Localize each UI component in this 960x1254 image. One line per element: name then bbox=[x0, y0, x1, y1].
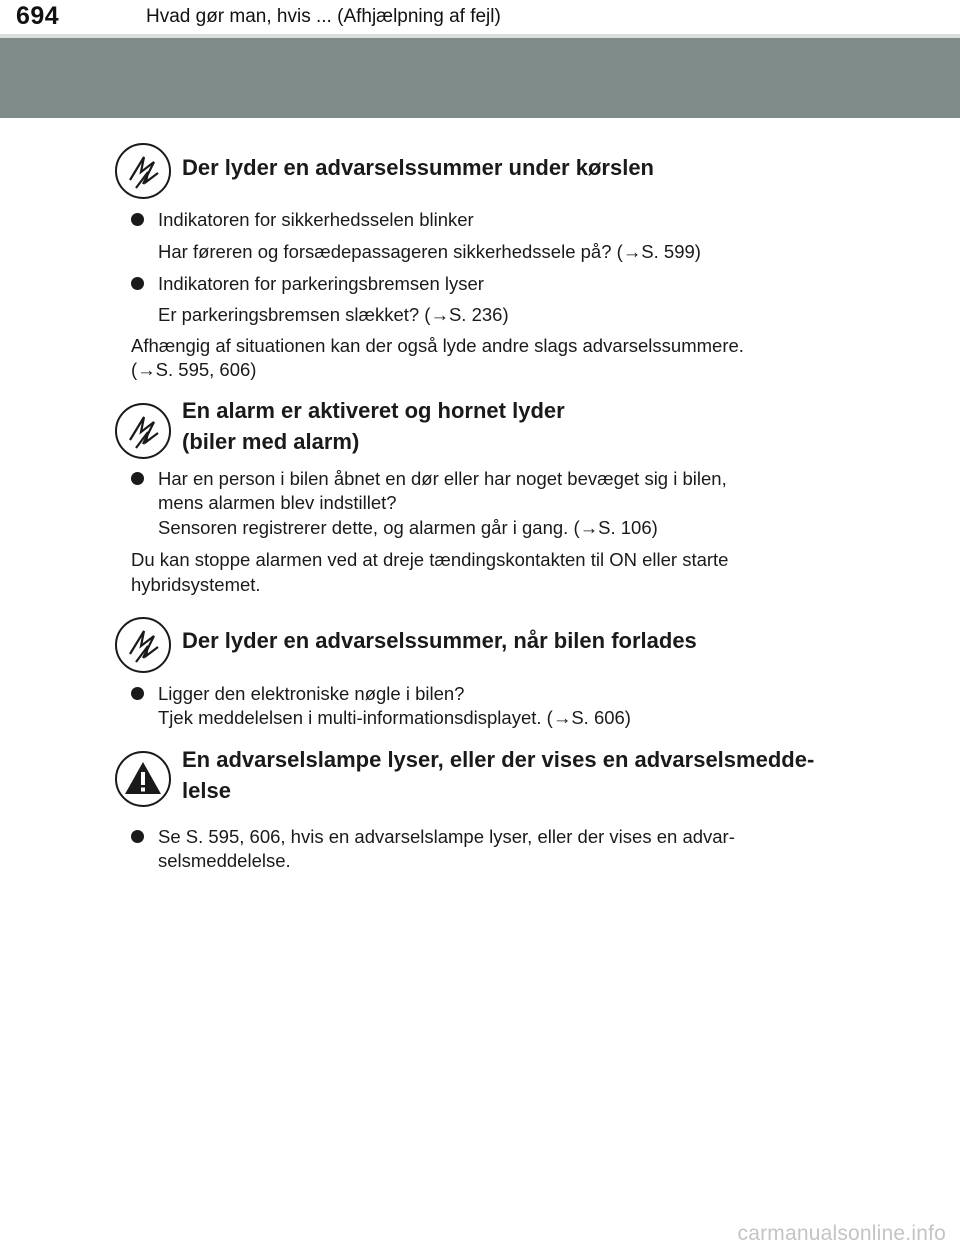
section-heading-warning-lamp: En advarselslampe lyser, eller der vises en advarselsmedde- bbox=[182, 747, 815, 772]
running-head: Hvad gør man, hvis ... (Afhjælpning af fejl) bbox=[146, 6, 501, 27]
bullet bbox=[131, 472, 144, 485]
note-text: Afhængig af situationen kan der også lyde andre slags advarselssummere. bbox=[131, 335, 744, 356]
note-text: hybridsystemet. bbox=[131, 574, 261, 595]
bullet-text: Sensoren registrerer dette, og alarmen går i gang. (→S. 106) bbox=[158, 517, 658, 538]
buzzer-warning-icon bbox=[114, 142, 172, 200]
section-band bbox=[0, 38, 960, 118]
section-heading-warning-lamp-cont: lelse bbox=[182, 778, 231, 803]
note-text: Du kan stoppe alarmen ved at dreje tændingskontakten til ON eller starte bbox=[131, 549, 729, 570]
note-text: (→S. 595, 606) bbox=[131, 359, 257, 380]
bullet-text: Se S. 595, 606, hvis en advarselslampe lyser, eller der vises en advar- bbox=[158, 826, 735, 847]
watermark: carmanualsonline.info bbox=[737, 1222, 946, 1245]
exclamation-warning-icon bbox=[114, 750, 172, 808]
bullet-text: Ligger den elektroniske nøgle i bilen? bbox=[158, 683, 465, 704]
buzzer-warning-icon bbox=[114, 402, 172, 460]
bullet-subtext: Har føreren og forsædepassageren sikkerhedssele på? (→S. 599) bbox=[158, 241, 701, 262]
page-header bbox=[0, 0, 960, 34]
buzzer-warning-icon bbox=[114, 616, 172, 674]
bullet-text: Har en person i bilen åbnet en dør eller har noget bevæget sig i bilen, bbox=[158, 468, 727, 489]
bullet-subtext: Er parkeringsbremsen slækket? (→S. 236) bbox=[158, 304, 509, 325]
bullet bbox=[131, 277, 144, 290]
bullet-text: Indikatoren for sikkerhedsselen blinker bbox=[158, 209, 474, 230]
section-heading-alarm-sub: (biler med alarm) bbox=[182, 429, 360, 454]
section-heading-driving-buzzer: Der lyder en advarselssummer under kørslen bbox=[182, 155, 654, 180]
bullet-text: selsmeddelelse. bbox=[158, 850, 291, 871]
section-heading-alarm: En alarm er aktiveret og hornet lyder bbox=[182, 398, 565, 423]
bullet bbox=[131, 687, 144, 700]
section-heading-leaving-buzzer: Der lyder en advarselssummer, når bilen forlades bbox=[182, 628, 697, 653]
page-number: 694 bbox=[16, 2, 60, 30]
bullet-text: Indikatoren for parkeringsbremsen lyser bbox=[158, 273, 484, 294]
bullet-text: mens alarmen blev indstillet? bbox=[158, 492, 397, 513]
bullet bbox=[131, 830, 144, 843]
bullet-text: Tjek meddelelsen i multi-informationsdisplayet. (→S. 606) bbox=[158, 707, 631, 728]
bullet bbox=[131, 213, 144, 226]
